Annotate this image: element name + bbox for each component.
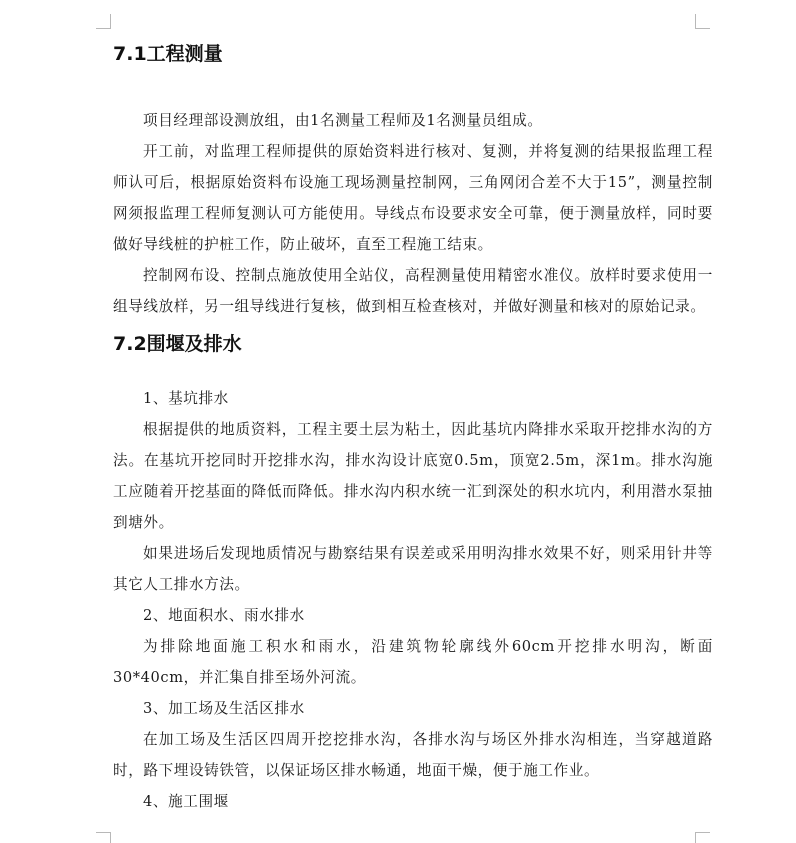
page-corner-mark-bottom-right [695,832,710,843]
subsection-title: 2、地面积水、雨水排水 [143,607,305,624]
paragraph: 如果进场后发现地质情况与勘察结果有误差或采用明沟排水效果不好，则采用针井等其它人工排水方法。 [113,545,713,593]
subsection-title: 3、加工场及生活区排水 [143,700,305,717]
subsection-title: 4、施工围堰 [143,793,229,810]
section-heading-7-1: 7.1工程测量 [113,43,223,65]
document-body [113,40,713,817]
subsection-title: 1、基坑排水 [143,390,229,407]
section-heading-7-2: 7.2围堰及排水 [113,333,242,355]
paragraph: 根据提供的地质资料，工程主要土层为粘土，因此基坑内降排水采取开挖排水沟的方法。在基坑开挖同时开挖排水沟，排水沟设计底宽0.5m，顶宽2.5m，深1m。排水沟施工应随着开挖基面的降低而降低。排水沟内积水统一汇到深处的积水坑内，利用潜水泵抽到塘外。 [113,421,713,531]
paragraph: 控制网布设、控制点施放使用全站仪，高程测量使用精密水准仪。放样时要求使用一组导线放样，另一组导线进行复核，做到相互检查核对，并做好测量和核对的原始记录。 [113,267,713,315]
paragraph: 项目经理部设测放组，由1名测量工程师及1名测量员组成。 [143,112,543,129]
paragraph: 在加工场及生活区四周开挖挖排水沟，各排水沟与场区外排水沟相连，当穿越道路时，路下埋设铸铁管，以保证场区排水畅通，地面干燥，便于施工作业。 [113,731,713,779]
page-corner-mark-bottom-left [96,832,111,843]
page-corner-mark-top-right [695,14,710,29]
page-corner-mark-top-left [96,14,111,29]
paragraph: 开工前，对监理工程师提供的原始资料进行核对、复测，并将复测的结果报监理工程师认可后，根据原始资料布设施工现场测量控制网，三角网闭合差不大于15”，测量控制网须报监理工程师复测认可方能使用。导线点布设要求安全可靠，便于测量放样，同时要做好导线桩的护桩工作，防止破坏，直至工程施工结束。 [113,143,713,253]
paragraph: 为排除地面施工积水和雨水，沿建筑物轮廓线外60cm开挖排水明沟，断面30*40cm，并汇集自排至场外河流。 [113,638,713,686]
